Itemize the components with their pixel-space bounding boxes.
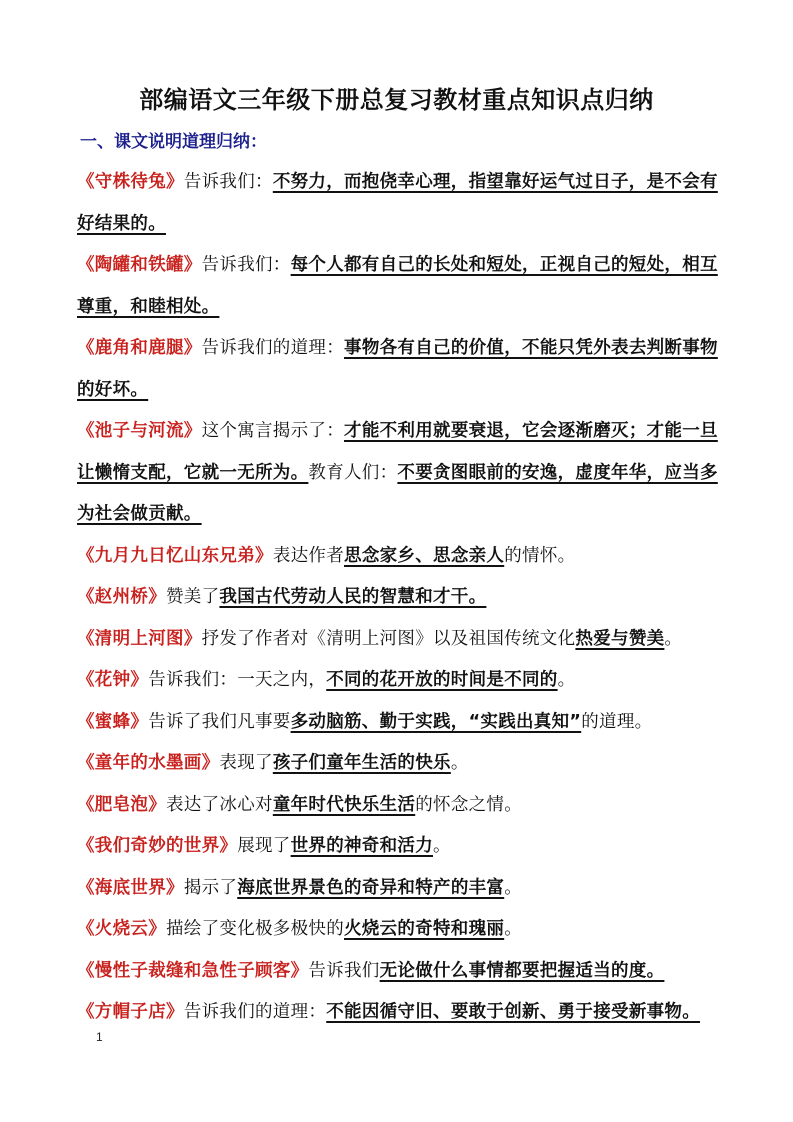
list-item: 《九月九日忆山东兄弟》表达作者思念家乡、思念亲人的情怀。 bbox=[77, 545, 576, 566]
list-item: 《肥皂泡》表达了冰心对童年时代快乐生活的怀念之情。 bbox=[77, 794, 523, 815]
list-item: 《清明上河图》抒发了作者对《清明上河图》以及祖国传统文化热爱与赞美。 bbox=[77, 628, 683, 649]
list-item: 《蜜蜂》告诉了我们凡事要多动脑筋、勤于实践，“实践出真知”的道理。 bbox=[77, 711, 653, 732]
page-number: 1 bbox=[96, 1030, 103, 1044]
list-item: 《陶罐和铁罐》告诉我们：每个人都有自己的长处和短处，正视自己的短处，相互尊重，和睦相处。 bbox=[77, 255, 718, 317]
list-item: 《方帽子店》告诉我们的道理：不能因循守旧、要敢于创新、勇于接受新事物。 bbox=[77, 1002, 701, 1022]
list-item: 《池子与河流》这个寓言揭示了：才能不利用就要衰退，它会逐渐磨灭；才能一旦让懒惰支配，它就一无所为。教育人们：不要贪图眼前的安逸，虚度年华，应当多为社会做贡献。 bbox=[77, 421, 718, 524]
list-item: 《火烧云》描绘了变化极多极快的火烧云的奇特和瑰丽。 bbox=[77, 919, 523, 939]
list-item: 《守株待兔》告诉我们：不努力，而抱侥幸心理，指望靠好运气过日子，是不会有好结果的。 bbox=[77, 172, 718, 234]
list-item: 《花钟》告诉我们：一天之内，不同的花开放的时间是不同的。 bbox=[77, 670, 576, 690]
list-item: 《鹿角和鹿腿》告诉我们的道理：事物各有自己的价值，不能只凭外表去判断事物的好坏。 bbox=[77, 338, 718, 400]
list-item: 《童年的水墨画》表现了孩子们童年生活的快乐。 bbox=[77, 753, 469, 773]
list-item: 《海底世界》揭示了海底世界景色的奇异和特产的丰富。 bbox=[77, 877, 523, 898]
page-title: 部编语文三年级下册总复习教材重点知识点归纳 bbox=[139, 86, 654, 114]
list-item: 《慢性子裁缝和急性子顾客》告诉我们无论做什么事情都要把握适当的度。 bbox=[77, 960, 665, 981]
section-heading: 一、课文说明道理归纳： bbox=[80, 132, 267, 152]
lesson-list bbox=[77, 162, 727, 1034]
list-item: 《赵州桥》赞美了我国古代劳动人民的智慧和才干。 bbox=[77, 587, 487, 607]
list-item: 《我们奇妙的世界》展现了世界的神奇和活力。 bbox=[77, 836, 451, 856]
